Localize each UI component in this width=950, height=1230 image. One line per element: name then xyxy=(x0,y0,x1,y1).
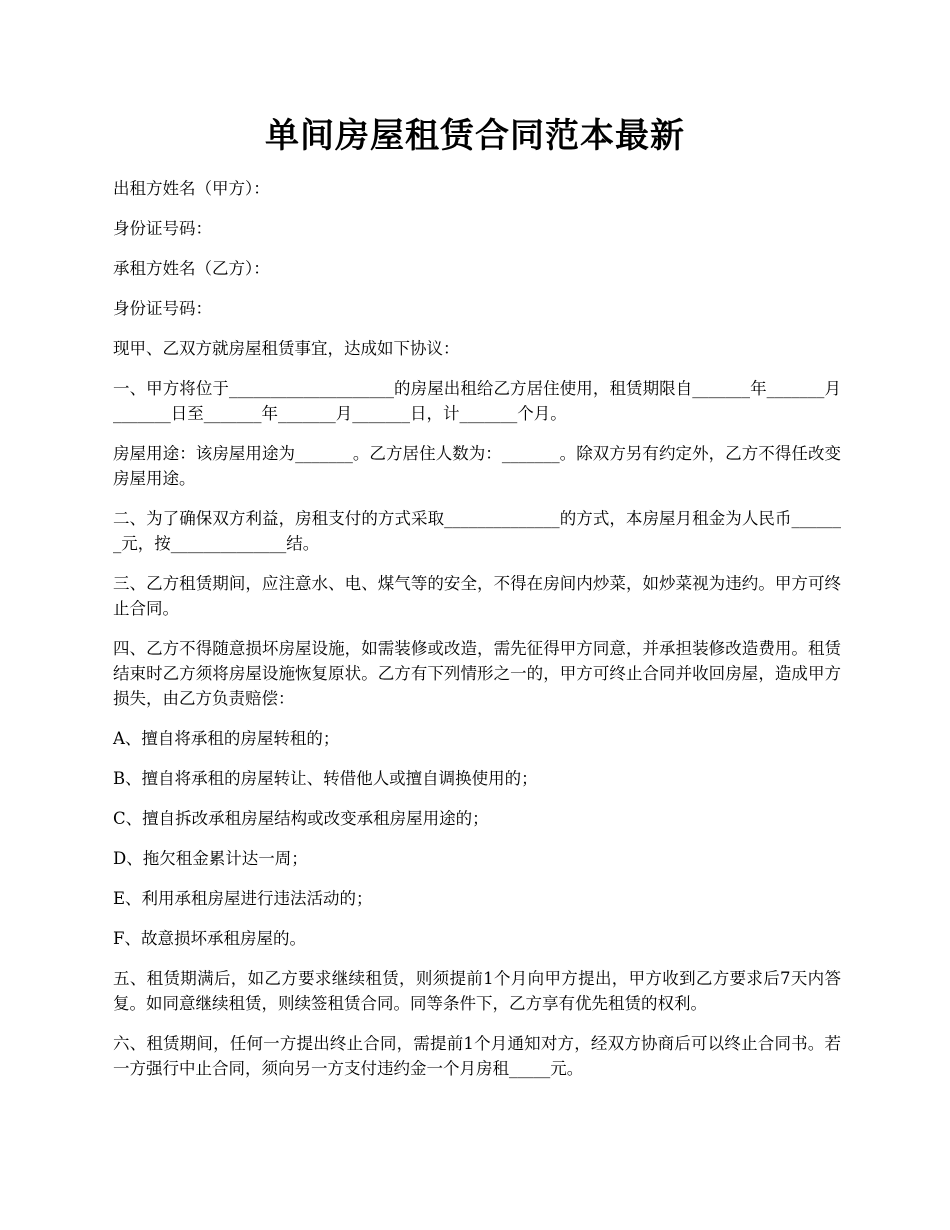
clause-6: 六、租赁期间，任何一方提出终止合同，需提前1个月通知对方，经双方协商后可以终止合同书。若一方强行中止合同，须向另一方支付违约金一个月房租_____元。 xyxy=(113,1034,841,1078)
list-item-c: C、擅自拆改承租房屋结构或改变承租房屋用途的； xyxy=(113,809,489,828)
list-item-e: E、利用承租房屋进行违法活动的； xyxy=(113,889,373,908)
list-item-a: A、擅自将承租的房屋转租的； xyxy=(113,729,340,748)
lessor-name-line: 出租方姓名（甲方）： xyxy=(113,179,270,198)
house-usage: 房屋用途：该房屋用途为_______。乙方居住人数为：_______。除双方另有约定外，乙方不得任改变房屋用途。 xyxy=(113,444,841,488)
list-item-b: B、擅自将承租的房屋转让、转借他人或擅自调换使用的； xyxy=(113,769,538,788)
clause-4: 四、乙方不得随意损坏房屋设施，如需装修或改造，需先征得甲方同意，并承担装修改造费用。租赁结束时乙方须将房屋设施恢复原状。乙方有下列情形之一的，甲方可终止合同并收回房屋，造成甲方损失，由乙方负责赔偿： xyxy=(113,639,841,708)
lessee-id-line: 身份证号码： xyxy=(113,299,212,318)
list-item-d: D、拖欠租金累计达一周； xyxy=(113,849,308,868)
lessor-id-line: 身份证号码： xyxy=(113,219,212,238)
clause-2: 二、为了确保双方利益，房租支付的方式采取______________的方式，本房屋月租金为人民币_______元，按______________结。 xyxy=(113,509,841,553)
clause-1: 一、甲方将位于____________________的房屋出租给乙方居住使用，租赁期限自_______年_______月_______日至_______年_______月_______日，计_______个月。 xyxy=(113,379,841,423)
lessee-name-line: 承租方姓名（乙方）： xyxy=(113,259,270,278)
document-body xyxy=(113,176,841,1096)
clause-3: 三、乙方租赁期间，应注意水、电、煤气等的安全，不得在房间内炒菜，如炒菜视为违约。甲方可终止合同。 xyxy=(113,574,841,618)
document-title: 单间房屋租赁合同范本最新 xyxy=(265,116,685,156)
clause-5: 五、租赁期满后，如乙方要求继续租赁，则须提前1个月向甲方提出，甲方收到乙方要求后7天内答复。如同意继续租赁，则续签租赁合同。同等条件下，乙方享有优先租赁的权利。 xyxy=(113,969,841,1013)
agreement-intro: 现甲、乙双方就房屋租赁事宜，达成如下协议： xyxy=(113,339,460,358)
list-item-f: F、故意损坏承租房屋的。 xyxy=(113,929,306,948)
